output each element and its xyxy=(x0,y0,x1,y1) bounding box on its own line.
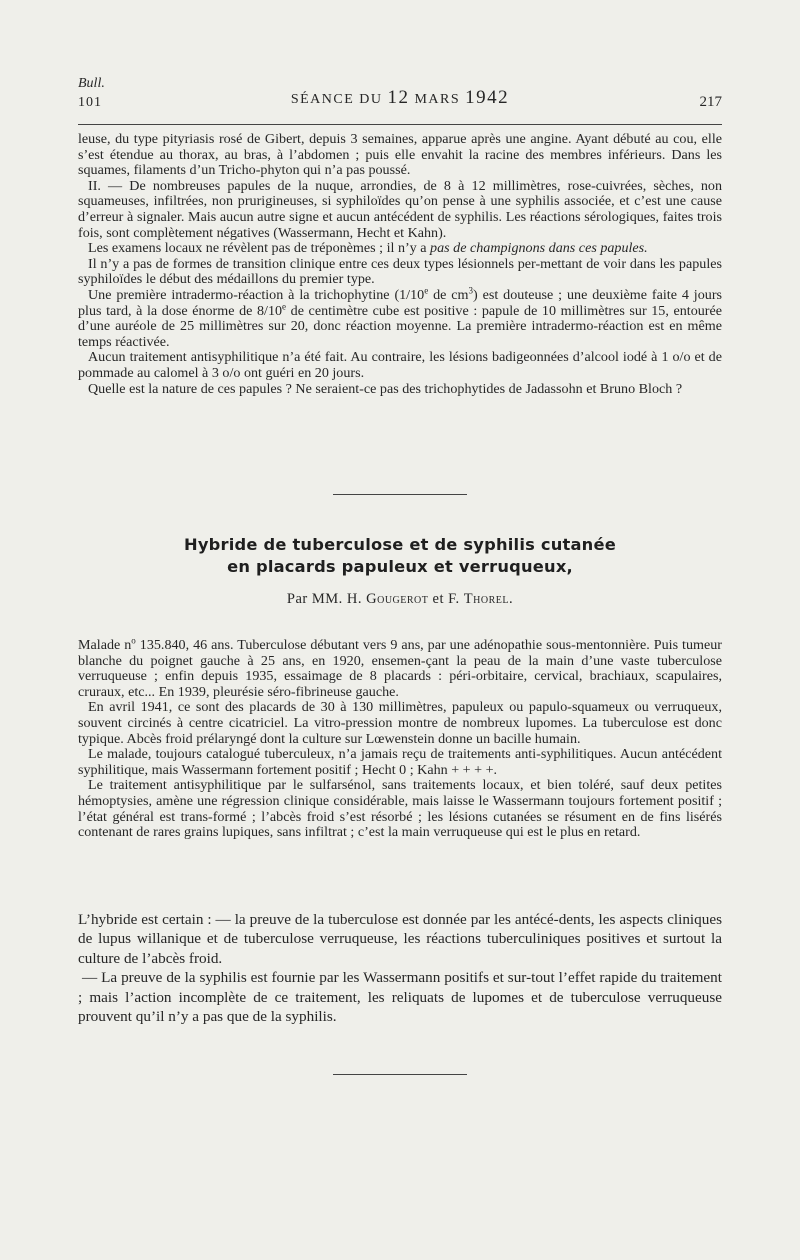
article-title xyxy=(0,534,800,578)
seance-year: 1942 xyxy=(465,87,510,108)
superscript: 3 xyxy=(468,285,474,296)
seance-prefix: SÉANCE DU xyxy=(290,92,383,107)
text-run: . xyxy=(508,591,514,607)
paragraph: Il n’y a pas de formes de transition clinique entre ces deux types lésionnels per-mettant de voir dans les papules syphiloïdes le début des médaillons du premier type. xyxy=(78,255,722,288)
superscript: o xyxy=(131,635,136,646)
paragraph: leuse, du type pityriasis rosé de Gibert, depuis 3 semaines, apparue après une angine. Ayant débuté au cou, elle s’est étendue au thorax, au bras, à l’abdomen ; puis elle envahit la racine des membres inférieurs. Dans les squames, filaments d’un Tricho-phyton qui n’a pas poussé. xyxy=(78,131,722,179)
article-authors xyxy=(0,591,800,608)
author-name: Gougerot xyxy=(366,591,429,607)
paragraph: Aucun traitement antisyphilitique n’a été fait. Au contraire, les lésions badigeonnées d’alcool iodé à 1 o/o et de pommade au calomel à 3 o/o ont guéri en 20 jours. xyxy=(78,349,722,381)
paragraph: II. — De nombreuses papules de la nuque, arrondies, de 8 à 12 millimètres, rose-cuivrées, sèches, non squameuses, infiltrées, non prurigineuses, si syphiloïdes qu’on pense à une syphilis associée, et c’est une cause d’erreur à signaler. Mais aucun autre signe et aucun antécédent de syphilis. Les réactions sérologiques, faites trois fois, sont complètement négatives (Wassermann, Hecht et Kahn). xyxy=(78,177,722,241)
section-separator xyxy=(333,494,467,495)
author-name: Thorel xyxy=(463,591,509,607)
page-number: 217 xyxy=(699,94,722,110)
superscript: e xyxy=(282,300,287,311)
text-run: 135.840, 46 ans. Tuberculose débutant vers 9 ans, par une adénopathie sous-mentonnière. Puis tumeur blanche du poignet gauche à 25 ans, en 1920, ensemen-çant la peau de la main d’une vaste tuberculose verruqueuse ; enfin depuis 1935, essaimage de 8 placards : péri-orbitaire, cervical, brachiaux, scapulaires, cruraux, etc... En 1939, pleurésie séro-fibrineuse gauche. xyxy=(78,637,722,700)
end-separator xyxy=(333,1074,467,1075)
paragraph: En avril 1941, ce sont des placards de 30 à 130 millimètres, papuleux ou papulo-squameux ou verruqueux, souvent circinés à centre cicatriciel. La vitro-pression montre de nombreux lupomes. La tuberculose est donc typique. Abcès froid prélaryngé dont la culture sur Lœwenstein donne un bacille humain. xyxy=(78,699,722,747)
case1-text xyxy=(78,132,722,397)
text-run: de centimètre cube est positive : papule de 10 millimètres sur 15, entourée d’une auréole de 25 millimètres sur 20, donc réaction moyenne. La première intradermo-réaction est en même temps réactivée. xyxy=(78,302,722,350)
conclusion-text xyxy=(78,910,722,1026)
seance-day: 12 xyxy=(387,87,410,108)
text-run: de cm xyxy=(428,286,469,303)
paragraph: Le malade, toujours catalogué tuberculeux, n’a jamais reçu de traitements anti-syphilitiques. Aucun antécédent syphilitique, mais Wassermann fortement positif ; Hecht 0 ; Kahn + + + +. xyxy=(78,746,722,778)
paragraph xyxy=(78,241,722,257)
text-run: Par MM. H. xyxy=(286,591,367,607)
header-rule xyxy=(78,124,722,125)
text-run: Une première intradermo-réaction à la trichophytine (1/10 xyxy=(88,286,425,303)
running-head xyxy=(0,87,800,109)
text-run: et F. xyxy=(428,591,464,607)
title-line: Hybride de tuberculose et de syphilis cutanée xyxy=(184,535,616,554)
paragraph xyxy=(78,635,722,700)
seance-month: MARS xyxy=(414,92,461,107)
paragraph: — La preuve de la syphilis est fournie par les Wassermann positifs et sur-tout l’effet rapide du traitement ; mais l’action incomplète de ce traitement, les reliquats de lupomes et de tuberculose verruqueuse prouvent qu’il n’y a pas que de la syphilis. xyxy=(78,969,722,1026)
volume-number: 101 xyxy=(78,95,102,110)
italic-run: pas de champignons dans ces papules. xyxy=(430,240,648,257)
paragraph: Quelle est la nature de ces papules ? Ne seraient-ce pas des trichophytides de Jadassohn et Bruno Bloch ? xyxy=(88,380,683,397)
text-run: Les examens locaux ne révèlent pas de tréponèmes ; il n’y a xyxy=(88,240,431,257)
text-run: Malade n xyxy=(78,637,132,653)
case2-text xyxy=(78,635,722,841)
paragraph xyxy=(78,285,722,350)
title-line: en placards papuleux et verruqueux, xyxy=(227,557,573,576)
paragraph: L’hybride est certain : — la preuve de la tuberculose est donnée par les antécé-dents, les aspects cliniques de lupus willanique et de tuberculose verruqueuse, les réactions tuberculiniques positives et surtout la culture de l’abcès froid. xyxy=(78,911,722,967)
journal-abbrev: Bull. xyxy=(78,76,105,91)
paragraph: Le traitement antisyphilitique par le sulfarsénol, sans traitements locaux, et bien toléré, sauf deux petites hémoptysies, amène une régression clinique considérable, mais laisse le Wassermann toujours fortement positif ; l’état général est trans-formé ; l’abcès froid s’est résorbé ; les lésions cutanées se résument en de fins lisérés contenant de rares grains lupiques, sans infiltrat ; c’est la main verruqueuse qui est le plus en retard. xyxy=(78,777,722,841)
superscript: e xyxy=(424,285,429,296)
text-run: ) est douteuse ; une deuxième faite 4 jours plus tard, à la dose énorme de 8/10 xyxy=(78,286,722,319)
